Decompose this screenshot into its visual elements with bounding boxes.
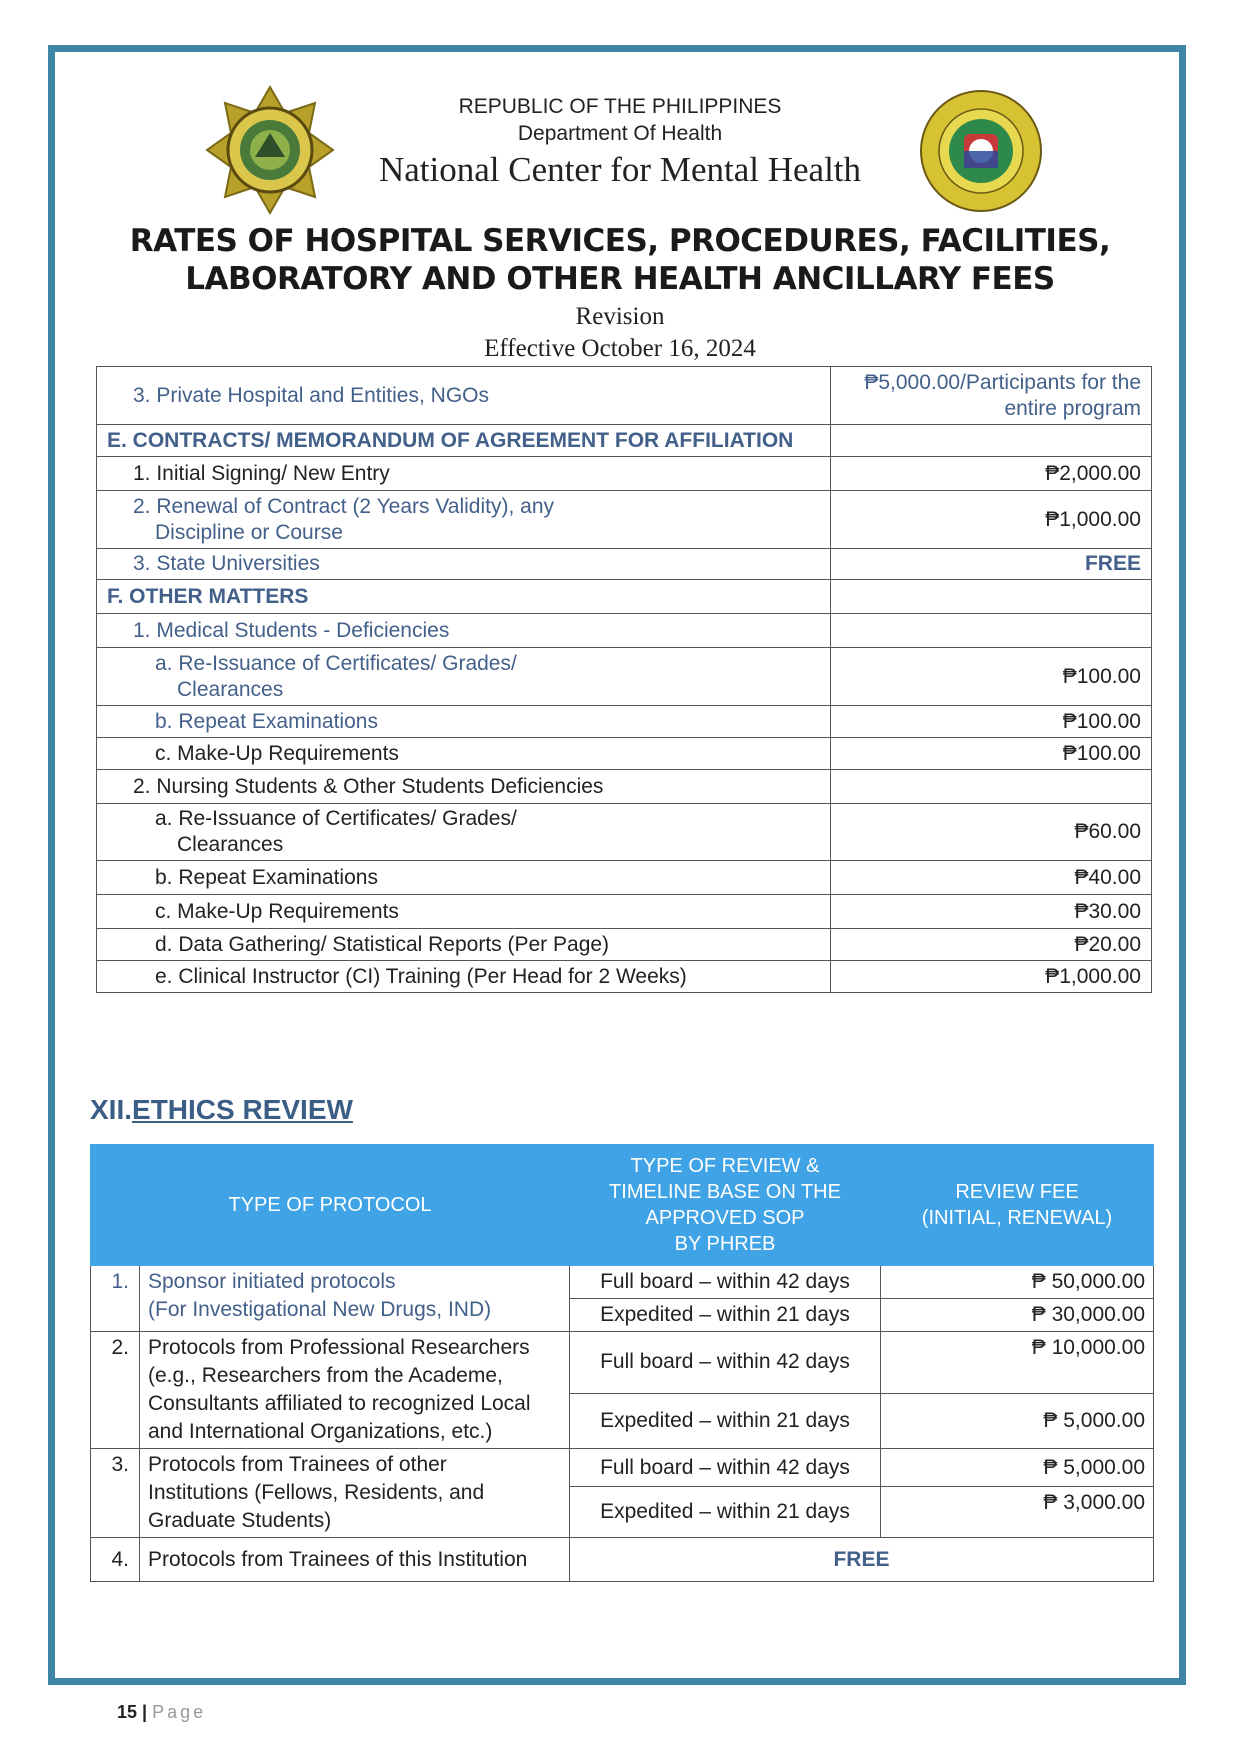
empty-cell [831,614,1152,648]
review-type: Expedited – within 21 days [570,1299,881,1332]
fee-label-line: 2. Renewal of Contract (2 Years Validity), any [133,494,554,518]
page-number-footer [117,1702,206,1723]
revision-label: Revision [575,303,665,330]
review-fee: ₱ 5,000.00 [881,1393,1154,1448]
fee-amount: FREE [831,549,1152,580]
review-fee: ₱ 3,000.00 [881,1487,1154,1538]
table-row [97,648,1152,706]
protocol-type [140,1266,570,1332]
fee-label-line: a. Re-Issuance of Certificates/ Grades/ [155,807,517,830]
section-number: XII. [90,1094,133,1125]
empty-cell [831,770,1152,804]
fee-amount: ₱20.00 [831,929,1152,961]
table-row [97,961,1152,993]
fee-amount: ₱60.00 [831,804,1152,861]
section-title: ETHICS REVIEW [132,1094,353,1125]
protocol-line: Sponsor initiated protocols [148,1270,396,1293]
protocol-line: Protocols from Trainees of other [148,1453,447,1476]
table-row [97,491,1152,549]
header-line: REVIEW FEE [955,1181,1079,1203]
protocol-line: and International Organizations, etc.) [148,1420,493,1443]
subsection-heading: 2. Nursing Students & Other Students Deficiencies [97,770,831,804]
header-line: (INITIAL, RENEWAL) [921,1207,1113,1229]
page-number: 15 [117,1702,138,1722]
protocol-number: 2. [91,1332,140,1449]
protocol-type [140,1332,570,1449]
review-type: Expedited – within 21 days [570,1487,881,1538]
review-fee: ₱ 30,000.00 [881,1299,1154,1332]
subsection-row [97,770,1152,804]
ethics-review-table [90,1144,1154,1582]
protocol-number: 1. [91,1266,140,1332]
subsection-heading: 1. Medical Students - Deficiencies [97,614,831,648]
review-type: Full board – within 42 days [570,1266,881,1299]
table-row [91,1538,1154,1582]
section-heading-ethics [90,1094,353,1126]
review-type: Full board – within 42 days [570,1332,881,1394]
table-row [97,367,1152,425]
protocol-number: 3. [91,1449,140,1538]
fee-label [97,648,831,706]
page-title-line1: RATES OF HOSPITAL SERVICES, PROCEDURES, FACILITIES, [129,223,1111,259]
fee-label-line: Clearances [177,833,284,856]
fee-amount: ₱1,000.00 [831,961,1152,993]
protocol-number: 4. [91,1538,140,1582]
protocol-type: Protocols from Trainees of this Institution [140,1538,570,1582]
section-heading-e: E. CONTRACTS/ MEMORANDUM OF AGREEMENT FOR AFFILIATION [97,425,831,457]
section-row [97,580,1152,614]
table-row [97,861,1152,895]
fee-amount-line: entire program [1004,396,1141,420]
page-title-line2: LABORATORY AND OTHER HEALTH ANCILLARY FEES [185,261,1055,297]
review-type: Full board – within 42 days [570,1449,881,1487]
fee-amount: ₱40.00 [831,861,1152,895]
review-fee: ₱ 10,000.00 [881,1332,1154,1394]
fee-amount: ₱100.00 [831,648,1152,706]
header-line: TYPE OF REVIEW & [630,1155,820,1177]
fee-label-line: Discipline or Course [155,520,343,544]
header-line: APPROVED SOP [645,1207,805,1229]
republic-line: REPUBLIC OF THE PHILIPPINES [458,95,782,118]
protocol-line: Consultants affiliated to recognized Local [148,1392,531,1415]
col-header-review-type [570,1145,881,1266]
fee-amount: ₱2,000.00 [831,457,1152,491]
table-row [91,1332,1154,1394]
table-header-row [91,1145,1154,1266]
fee-amount-line: ₱5,000.00/Participants for the [864,370,1141,394]
table-row [97,804,1152,861]
col-header-review-fee [881,1145,1154,1266]
fee-label: b. Repeat Examinations [97,861,831,895]
fee-label: 3. Private Hospital and Entities, NGOs [97,367,831,425]
fee-label-line: a. Re-Issuance of Certificates/ Grades/ [155,651,517,675]
fee-label: d. Data Gathering/ Statistical Reports (Per Page) [97,929,831,961]
table-row [97,549,1152,580]
fee-label: c. Make-Up Requirements [97,895,831,929]
protocol-line: (For Investigational New Drugs, IND) [148,1298,492,1321]
fee-label-line: Clearances [177,677,284,701]
table-row [97,738,1152,770]
empty-cell [831,425,1152,457]
protocol-line: Protocols from Professional Researchers [148,1336,530,1359]
fee-label: e. Clinical Instructor (CI) Training (Per Head for 2 Weeks) [97,961,831,993]
department-line: Department Of Health [517,122,723,145]
table-row [97,929,1152,961]
protocol-type [140,1449,570,1538]
fee-label: 3. State Universities [97,549,831,580]
review-fee-free: FREE [570,1538,1154,1582]
fee-amount: ₱1,000.00 [831,491,1152,549]
center-name: National Center for Mental Health [378,150,862,189]
fee-label [97,491,831,549]
review-fee: ₱ 50,000.00 [881,1266,1154,1299]
table-row [91,1449,1154,1487]
fee-label: 1. Initial Signing/ New Entry [97,457,831,491]
fee-amount: ₱100.00 [831,706,1152,738]
fee-label [97,804,831,861]
col-header-protocol: TYPE OF PROTOCOL [91,1145,570,1266]
fee-amount: ₱100.00 [831,738,1152,770]
effective-date: Effective October 16, 2024 [484,335,756,362]
subsection-row [97,614,1152,648]
fee-label: b. Repeat Examinations [97,706,831,738]
protocol-line: Institutions (Fellows, Residents, and [148,1481,485,1504]
table-row [91,1266,1154,1299]
section-row [97,425,1152,457]
section-heading-f: F. OTHER MATTERS [97,580,831,614]
review-fee: ₱ 5,000.00 [881,1449,1154,1487]
review-type: Expedited – within 21 days [570,1393,881,1448]
protocol-line: (e.g., Researchers from the Academe, [148,1364,503,1387]
header-line: BY PHREB [674,1233,776,1255]
page-separator: | [142,1702,148,1722]
fee-amount: ₱30.00 [831,895,1152,929]
fee-label: c. Make-Up Requirements [97,738,831,770]
table-row [97,706,1152,738]
table-row [97,457,1152,491]
table-row [97,895,1152,929]
page-word: Page [152,1702,207,1722]
fee-amount [831,367,1152,425]
protocol-line: Graduate Students) [148,1509,332,1532]
fees-table [96,366,1152,993]
header-line: TIMELINE BASE ON THE [609,1181,841,1203]
empty-cell [831,580,1152,614]
